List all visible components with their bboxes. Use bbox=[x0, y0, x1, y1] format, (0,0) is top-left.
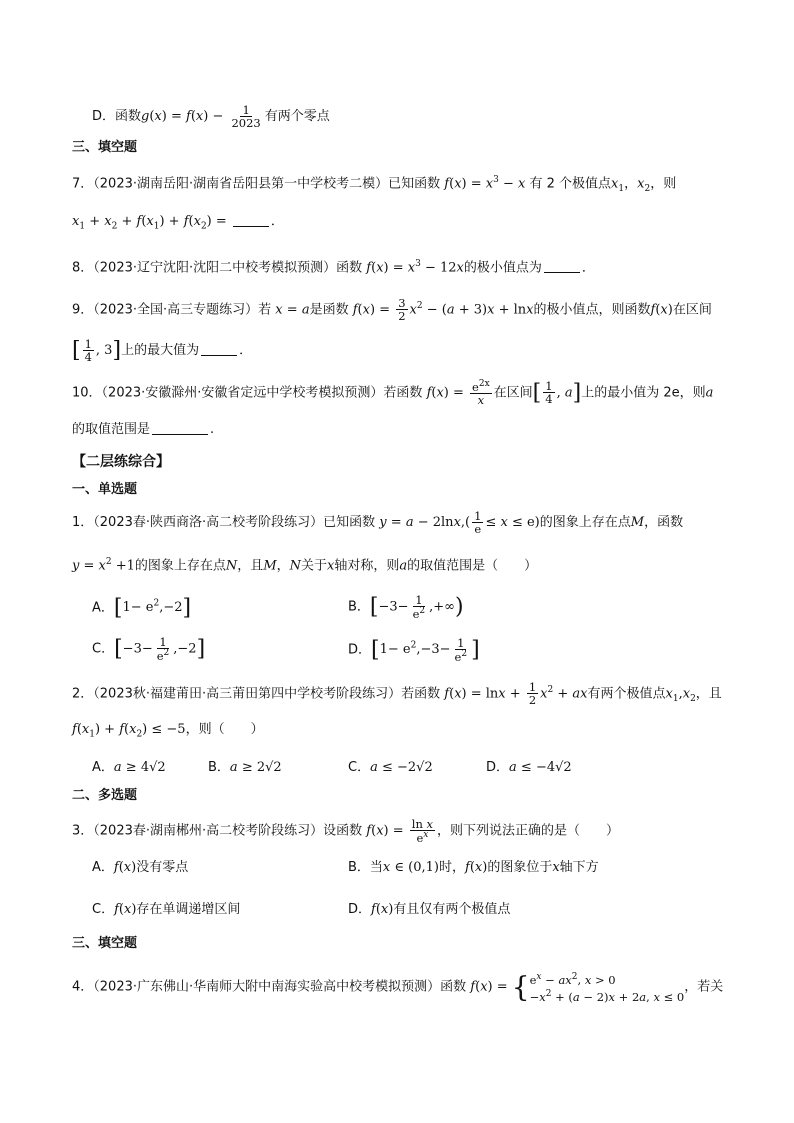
option-d[interactable]: D．f(x)有且仅有两个极值点 bbox=[348, 902, 511, 917]
option-b[interactable]: B．[−3− $\frac{1}{e^2}$ ,+∞) bbox=[348, 593, 464, 621]
section-multi-choice: 二、多选题 bbox=[72, 788, 138, 803]
option-c[interactable]: C．f(x)存在单调递增区间 bbox=[92, 902, 241, 917]
option-a[interactable]: A．f(x)没有零点 bbox=[92, 860, 189, 875]
section-fill-blank-1: 三、填空题 bbox=[72, 140, 138, 155]
option-d[interactable]: D．[$1- e^2,-3-$ $\frac{1}{e^2}$ ] bbox=[348, 635, 480, 664]
answer-blank bbox=[152, 422, 208, 435]
option-b[interactable]: B．当x ∈ (0,1)时，f(x)的图象位于x轴下方 bbox=[348, 860, 599, 875]
problem-4: 4．（2023·广东佛山·华南师大附中南海实验高中校考模拟预测）函数 f(x) = { $e^x - ax^2$, x > 0 $-x^2 + (a - 2)x + 2a$, x ≤ 0 ，若关 bbox=[72, 970, 724, 1004]
option-c[interactable]: C．a ≤ −2√2 bbox=[348, 760, 433, 775]
question-8: 8．（2023·辽宁沈阳·沈阳二中校考模拟预测）函数 $f(x) = x^3 - 12x$的极小值点为 ． bbox=[72, 259, 595, 276]
problem-3-options-ab bbox=[92, 858, 734, 880]
problem-2-cont: $f(x_1) + f(x_2) \le -5$，则（ ） bbox=[72, 722, 264, 740]
problem-2-options bbox=[92, 758, 734, 780]
problem-1: 1．（2023春·陕西商洛·高二校考阶段练习）已知函数 y = a − 2lnx,( $\frac{1}{e}$ ≤ x ≤ e)的图象上存在点M，函数 bbox=[72, 509, 684, 537]
option-d[interactable]: D．a ≤ −4√2 bbox=[486, 760, 572, 775]
answer-blank bbox=[544, 260, 580, 273]
problem-1-options-cd bbox=[92, 635, 734, 664]
problem-2: 2．（2023秋·福建莆田·高三莆田第四中学校考阶段练习）若函数 f(x) = lnx + $\frac{1}{2}$ $x^2$ + ax有两个极值点$x_1,x_2$，且 bbox=[72, 680, 722, 708]
option-a[interactable]: A．a ≥ 4√2 bbox=[92, 760, 166, 775]
question-9: 9．（2023·全国·高三专题练习）若 x = a是函数 f(x) = $\frac{3}{2}$ $x^2 - (a + 3)x + \ln x$的极小值点，则函数f(x)在区间 bbox=[72, 296, 712, 324]
question-9-interval: [ $\frac{1}{4}$ , 3]上的最大值为 ． bbox=[72, 337, 253, 365]
level-2-heading: 【二层练综合】 bbox=[72, 454, 170, 470]
option-a[interactable]: A．$[1- e^2,-2]$ bbox=[92, 595, 192, 621]
problem-1-options-ab bbox=[92, 593, 734, 621]
option-b[interactable]: B．a ≥ 2√2 bbox=[208, 760, 282, 775]
section-fill-blank-2: 三、填空题 bbox=[72, 936, 138, 951]
problem-3-options-cd bbox=[92, 900, 734, 922]
answer-blank bbox=[201, 343, 237, 356]
problem-3: 3．（2023春·湖南郴州·高二校考阶段练习）设函数 f(x) = $\frac{\text{ln x}}{e^x}$ ，则下列说法正确的是（ ） bbox=[72, 817, 620, 845]
answer-blank bbox=[233, 214, 269, 227]
section-single-choice: 一、单选题 bbox=[72, 482, 138, 497]
problem-1-cont: $y = x^2 +1$的图象上存在点N，且M，N关于x轴对称，则a的取值范围是（ ） bbox=[72, 557, 538, 574]
question-10: 10．（2023·安徽滁州·安徽省定远中学校考模拟预测）若函数 f(x) = $\frac{e^{2x}}{x}$ 在区间[ $\frac{1}{4}$ , a]上的最小值为 2e，则a bbox=[72, 379, 714, 407]
question-10-cont: 的取值范围是 . bbox=[72, 422, 215, 437]
option-c[interactable]: C．[−3− $\frac{1}{e^2}$ ,−2] bbox=[92, 635, 206, 663]
question-7-formula: $x_1 + x_2 + f(x_1) + f(x_2)$ = ． bbox=[72, 214, 284, 232]
q6-option-d: D．函数g(x) = f(x) − $\frac{1}{2023}$ 有两个零点 bbox=[92, 103, 330, 131]
question-7: 7．（2023·湖南岳阳·湖南省岳阳县第一中学校考二模）已知函数 $f(x) = x^3 - x$ 有 2 个极值点$x_1$，$x_2$，则 bbox=[72, 175, 677, 194]
